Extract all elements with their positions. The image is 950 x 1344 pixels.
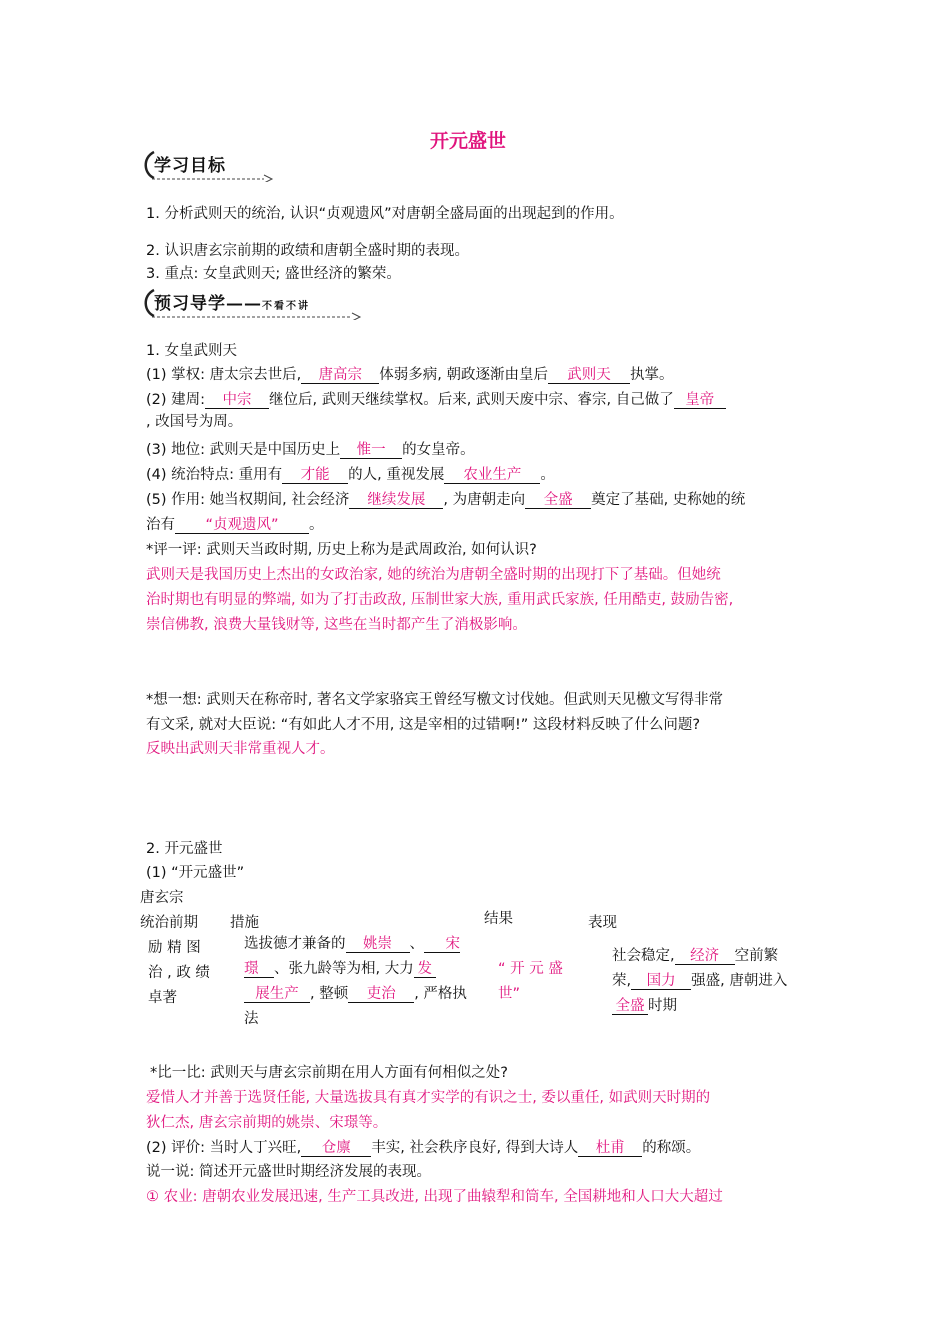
- blank-answer: 发: [414, 961, 436, 978]
- text: (2) 建周:: [146, 392, 206, 408]
- think-answer: 反映出武则天非常重视人才。: [146, 741, 335, 757]
- s1-item-5-cont: [146, 513, 324, 534]
- text: (3) 地位: 武则天是中国历史上: [146, 442, 341, 458]
- text: 、张九龄等为相, 大力: [274, 961, 414, 977]
- blank-answer: 璟: [244, 961, 274, 978]
- preview-banner-title: [154, 289, 310, 314]
- s2-item-2: [146, 1136, 700, 1157]
- blank-answer: 经济: [675, 948, 735, 965]
- text: 继位后, 武则天继续掌权。后来, 武则天废中宗、睿宗, 自己做了: [269, 392, 674, 408]
- goal-2: 2. 认识唐玄宗前期的政绩和唐朝全盛时期的表现。: [146, 243, 469, 259]
- text: 励 精 图: [148, 940, 201, 956]
- cell-period: [140, 932, 244, 1032]
- text: 治 , 政 绩: [148, 965, 210, 981]
- text: 荣,: [612, 973, 632, 989]
- eval-answer-1: 武则天是我国历史上杰出的女政治家, 她的统治为唐朝全盛时期的出现打下了基础。但她统: [146, 567, 721, 583]
- blank-answer: 继续发展: [349, 492, 443, 509]
- text: , 严格执: [414, 986, 467, 1002]
- text: 法: [244, 1011, 259, 1027]
- section2-heading: 2. 开元盛世: [146, 841, 223, 857]
- text: 卓著: [148, 990, 177, 1006]
- cell-result: [484, 932, 604, 1032]
- text: 的女皇帝。: [402, 442, 475, 458]
- text: (2) 评价: 当时人丁兴旺,: [146, 1140, 302, 1156]
- text: (1) 掌权: 唐太宗去世后,: [146, 367, 302, 383]
- blank-answer: 杜甫: [578, 1140, 642, 1157]
- blank-answer: 唐高宗: [301, 367, 379, 384]
- page-title: 开元盛世: [430, 130, 507, 152]
- text: 世”: [498, 986, 521, 1002]
- eval-answer-2: 治时期也有明显的弊端, 如为了打击政敌, 压制世家大族, 重用武氏家族, 任用酷吏, 鼓励告密,: [146, 592, 734, 608]
- text: 时期: [648, 998, 677, 1014]
- goal-1: 1. 分析武则天的统治, 认识“贞观遗风”对唐朝全盛局面的出现起到的作用。: [146, 206, 624, 222]
- text: “ 开 元 盛: [498, 961, 563, 977]
- text: 体弱多病, 朝政逐渐由皇后: [379, 367, 548, 383]
- table-row: [140, 932, 842, 1032]
- eval-answer-3: 崇信佛教, 浪费大量钱财等, 这些在当时都产生了消极影响。: [146, 617, 527, 633]
- blank-answer: 才能: [282, 467, 348, 484]
- table-header-measures: 措施: [230, 915, 259, 931]
- text: 。: [309, 517, 324, 533]
- s1-item-2-cont: , 改国号为周。: [146, 414, 243, 430]
- text: 。: [540, 467, 555, 483]
- text: 治有: [146, 517, 175, 533]
- s1-item-5: [146, 488, 745, 509]
- table-header-result: 结果: [484, 911, 513, 927]
- say-answer: ① 农业: 唐朝农业发展迅速, 生产工具改进, 出现了曲辕犁和筒车, 全国耕地和人口大大超过: [146, 1189, 723, 1205]
- table-header-period: 统治前期: [140, 915, 198, 931]
- preview-banner-small: 不看不讲: [262, 301, 310, 312]
- text: 选拔德才兼备的: [244, 936, 346, 952]
- text: , 为唐朝走向: [443, 492, 526, 508]
- cell-measures: [244, 932, 484, 1032]
- goals-banner: [140, 148, 280, 180]
- preview-banner-main: 预习导学——: [154, 294, 262, 314]
- goal-3: 3. 重点: 女皇武则天; 盛世经济的繁荣。: [146, 266, 401, 282]
- cell-performance: [604, 932, 842, 1032]
- text: 丰实, 社会秩序良好, 得到大诗人: [371, 1140, 579, 1156]
- text: 的人, 重视发展: [348, 467, 445, 483]
- compare-question: *比一比: 武则天与唐玄宗前期在用人方面有何相似之处?: [150, 1065, 508, 1081]
- blank-answer: 宋: [424, 936, 460, 953]
- section1-heading: 1. 女皇武则天: [146, 343, 237, 359]
- table-header-row0: 唐玄宗: [140, 890, 184, 906]
- blank-answer: “贞观遗风”: [175, 517, 309, 534]
- text: 奠定了基础, 史称她的统: [591, 492, 746, 508]
- text: 、: [409, 936, 424, 952]
- blank-answer: 姚崇: [346, 936, 410, 953]
- text: , 整顿: [310, 986, 349, 1002]
- compare-answer-1: 爱惜人才并善于选贤任能, 大量选拔具有真才实学的有识之士, 委以重任, 如武则天时期的: [146, 1090, 711, 1106]
- blank-answer: 武则天: [548, 367, 630, 384]
- s1-item-2: [146, 388, 726, 409]
- s1-item-3: [146, 438, 475, 459]
- blank-answer: 皇帝: [674, 392, 726, 409]
- say-question: 说一说: 简述开元盛世时期经济发展的表现。: [146, 1164, 431, 1180]
- blank-answer: 惟一: [340, 442, 402, 459]
- blank-answer: 全盛: [525, 492, 591, 509]
- text: 强盛, 唐朝进入: [691, 973, 788, 989]
- table-header-performance: 表现: [588, 915, 617, 931]
- preview-banner: [140, 286, 370, 318]
- text: 执掌。: [629, 367, 674, 383]
- text: 空前繁: [734, 948, 779, 964]
- compare-answer-2: 狄仁杰, 唐玄宗前期的姚崇、宋璟等。: [146, 1115, 388, 1131]
- blank-answer: 仓廪: [301, 1140, 371, 1157]
- text: 的称颂。: [642, 1140, 701, 1156]
- think-question-2: 有文采, 就对大臣说: “有如此人才不用, 这是宰相的过错啊!” 这段材料反映了什么问题?: [146, 717, 701, 733]
- s1-item-1: [146, 363, 673, 384]
- text: (4) 统治特点: 重用有: [146, 467, 283, 483]
- section2-sub: (1) “开元盛世”: [146, 865, 245, 881]
- blank-answer: 国力: [631, 973, 691, 990]
- s1-item-4: [146, 463, 555, 484]
- blank-answer: 展生产: [244, 986, 310, 1003]
- think-question-1: *想一想: 武则天在称帝时, 著名文学家骆宾王曾经写檄文讨伐她。但武则天见檄文写得非常: [146, 692, 723, 708]
- blank-answer: 农业生产: [444, 467, 540, 484]
- text: 社会稳定,: [612, 948, 675, 964]
- blank-answer: 中宗: [205, 392, 269, 409]
- kaiyuan-table: [140, 932, 842, 1032]
- blank-answer: 全盛: [612, 998, 648, 1015]
- blank-answer: 吏治: [348, 986, 414, 1003]
- goals-banner-title: 学习目标: [154, 156, 226, 176]
- eval-question: *评一评: 武则天当政时期, 历史上称为是武周政治, 如何认识?: [146, 542, 537, 558]
- text: (5) 作用: 她当权期间, 社会经济: [146, 492, 350, 508]
